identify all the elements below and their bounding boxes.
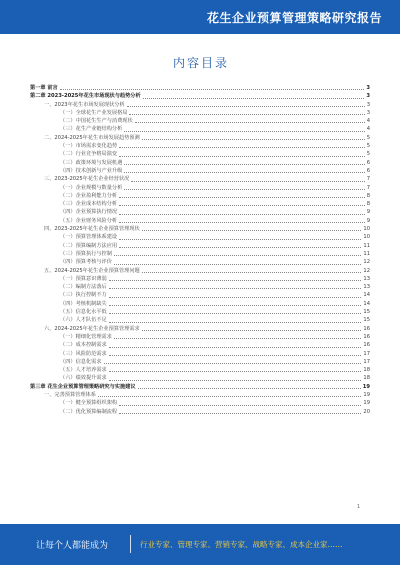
toc-leader-dots (109, 347, 362, 348)
toc-leader-dots (127, 106, 365, 107)
toc-entry[interactable] (30, 92, 370, 100)
toc-entry-text: 三、2023-2025年花生企业经营状况 (44, 176, 130, 183)
toc-entry-text: （一）全球花生产业发展格局 (60, 109, 128, 116)
footer-divider (130, 535, 131, 553)
toc-entry[interactable] (30, 250, 370, 258)
toc-page-number: 14 (363, 300, 370, 307)
toc-page-number: 19 (362, 383, 370, 390)
toc-entry[interactable] (30, 391, 370, 399)
toc-page-number: 5 (366, 151, 370, 158)
toc-leader-dots (119, 197, 365, 198)
toc-page-number: 4 (366, 118, 370, 125)
toc-page-number: 4 (366, 126, 370, 133)
toc-entry[interactable] (30, 117, 370, 125)
toc-entry-text: 六、2024-2025年花生企业预算管理需求 (44, 325, 140, 332)
toc-page-number: 9 (366, 209, 370, 216)
toc-entry-text: （一）预算意识薄弱 (60, 275, 107, 282)
toc-page-number: 15 (363, 309, 370, 316)
toc-entry[interactable] (30, 125, 370, 133)
toc-entry-text: （一）精细化管理需求 (60, 333, 112, 340)
toc-leader-dots (98, 396, 362, 397)
toc-page-number: 7 (366, 176, 370, 183)
toc-entry[interactable] (30, 192, 370, 200)
toc-entry[interactable] (30, 350, 370, 358)
toc-entry[interactable] (30, 184, 370, 192)
toc-page-number: 20 (363, 408, 370, 415)
toc-leader-dots (119, 205, 365, 206)
toc-entry[interactable] (30, 159, 370, 167)
footer-services: 行业专家、管理专家、营销专家、战略专家、成本企业家…… (140, 540, 343, 549)
toc-leader-dots (143, 98, 365, 99)
toc-leader-dots (109, 313, 362, 314)
toc-entry[interactable] (30, 325, 370, 333)
footer-slogan: 让每个人都能成为 (36, 541, 109, 551)
toc-page-number: 8 (366, 201, 370, 208)
footer-bar (0, 524, 400, 565)
toc-leader-dots (124, 172, 364, 173)
toc-entry[interactable] (30, 109, 370, 117)
toc-entry-text: （三）预算执行与控制 (60, 250, 112, 257)
toc-page-number: 19 (363, 400, 370, 407)
toc-page-number: 16 (363, 333, 370, 340)
toc-entry[interactable] (30, 283, 370, 291)
toc-leader-dots (129, 114, 364, 115)
toc-entry-text: 第二章 2023-2025年花生市场现状与趋势分析 (30, 93, 141, 100)
toc-leader-dots (109, 280, 362, 281)
toc-entry-text: （六）人才队伍不足 (60, 317, 107, 324)
toc-page-number: 7 (366, 184, 370, 191)
toc-entry[interactable] (30, 341, 370, 349)
toc-entry-text: 二、2024-2025年花生市场发展趋势预测 (44, 134, 140, 141)
toc-entry-text: （二）成本控制需求 (60, 342, 107, 349)
toc-entry[interactable] (30, 383, 370, 391)
toc-page-number: 17 (363, 358, 370, 365)
report-title: 花生企业预算管理策略研究报告 (206, 11, 382, 25)
toc-entry[interactable] (30, 258, 370, 266)
toc-leader-dots (124, 189, 364, 190)
toc-leader-dots (109, 297, 362, 298)
toc-leader-dots (119, 222, 365, 223)
toc-entry-text: （四）技术创新与产业升级 (60, 167, 123, 174)
toc-entry-text: （三）执行控制不力 (60, 292, 107, 299)
toc-leader-dots (124, 131, 364, 132)
toc-page-number: 5 (366, 143, 370, 150)
toc-page-number: 13 (363, 284, 370, 291)
toc-entry[interactable] (30, 233, 370, 241)
toc-page-number: 18 (363, 367, 370, 374)
toc-entry-text: （六）绩效提升需求 (60, 375, 107, 382)
toc-entry-text: （二）编制方法落后 (60, 284, 107, 291)
toc-leader-dots (142, 330, 362, 331)
toc-entry[interactable] (30, 150, 370, 158)
toc-entry[interactable] (30, 134, 370, 142)
toc-entry-text: 一、完善预算管理体系 (44, 391, 96, 398)
toc-leader-dots (124, 164, 364, 165)
toc-page-number: 15 (363, 317, 370, 324)
toc-page-number: 16 (363, 342, 370, 349)
toc-entry-text: （四）考核机制缺失 (60, 300, 107, 307)
toc-entry[interactable] (30, 200, 370, 208)
toc-entry[interactable] (30, 333, 370, 341)
toc-leader-dots (131, 181, 364, 182)
toc-entry-text: （二）企业盈利能力分析 (60, 192, 118, 199)
toc-page-number: 5 (366, 134, 370, 141)
toc-leader-dots (119, 214, 365, 215)
toc-leader-dots (119, 239, 361, 240)
toc-leader-dots (138, 388, 361, 389)
toc-entry-text: （五）企业财务风险分析 (60, 217, 118, 224)
toc-page-number: 11 (363, 242, 370, 249)
toc-entry-text: （一）市场需求变化趋势 (60, 143, 118, 150)
toc-entry-text: （五）信息化水平低 (60, 309, 107, 316)
toc-entry[interactable] (30, 399, 370, 407)
toc-entry[interactable] (30, 366, 370, 374)
toc-leader-dots (109, 288, 362, 289)
toc-leader-dots (119, 405, 361, 406)
toc-entry-text: （四）信息化需求 (60, 358, 102, 365)
toc-entry-text: （一）健全预算组织架构 (60, 400, 118, 407)
toc-entry[interactable] (30, 175, 370, 183)
toc-page-number: 16 (363, 325, 370, 332)
toc-leader-dots (109, 380, 362, 381)
toc-leader-dots (142, 139, 365, 140)
toc-leader-dots (114, 255, 362, 256)
toc-page-number: 3 (366, 109, 370, 116)
toc-entry-text: （四）企业预算执行情况 (60, 209, 118, 216)
toc-entry[interactable] (30, 267, 370, 275)
toc-leader-dots (135, 122, 365, 123)
toc-leader-dots (114, 338, 362, 339)
toc-entry-text: （三）花生产业链结构分析 (60, 126, 123, 133)
toc-entry-text: （三）企业成本结构分析 (60, 201, 118, 208)
toc-leader-dots (114, 264, 362, 265)
toc-entry-text: 一、2023年花生市场发展现状分析 (44, 101, 125, 108)
toc-entry-text: 第三章 花生企业预算管理策略研究与实施建议 (30, 383, 136, 390)
toc-leader-dots (109, 355, 362, 356)
toc-entry[interactable] (30, 142, 370, 150)
toc-leader-dots (119, 147, 365, 148)
toc-entry-text: （四）预算考核与评价 (60, 259, 112, 266)
toc-leader-dots (109, 322, 362, 323)
toc-page-number: 3 (366, 85, 370, 91)
toc-leader-dots (142, 230, 362, 231)
toc-leader-dots (109, 371, 362, 372)
document-page (20, 34, 382, 512)
toc-entry-text: 四、2023-2025年花生企业预算管理现状 (44, 226, 140, 233)
toc-entry-text: （一）预算管理体系建设 (60, 234, 118, 241)
toc-entry-text: （一）企业规模与数量分析 (60, 184, 123, 191)
toc-entry[interactable] (30, 242, 370, 250)
toc-entry[interactable] (30, 84, 370, 92)
toc-entry-text: 第一章 前言 (30, 85, 58, 91)
toc-entry-text: （二）行业竞争格局演变 (60, 151, 118, 158)
toc-entry-text: 五、2024-2025年花生企业预算管理问题 (44, 267, 140, 274)
toc-page-number: 3 (366, 101, 370, 108)
toc-entry-text: （三）风险防范需求 (60, 350, 107, 357)
toc-entry[interactable] (30, 167, 370, 175)
toc-entry[interactable] (30, 208, 370, 216)
toc-page-number: 12 (363, 259, 370, 266)
toc-leader-dots (119, 413, 361, 414)
toc-entry[interactable] (30, 300, 370, 308)
toc-entry-text: （五）人才培养需求 (60, 367, 107, 374)
toc-entry[interactable] (30, 358, 370, 366)
toc-entry[interactable] (30, 374, 370, 382)
toc-page-number: 10 (363, 234, 370, 241)
toc-page-number: 17 (363, 350, 370, 357)
toc-entry[interactable] (30, 275, 370, 283)
toc-page-number: 13 (363, 275, 370, 282)
toc-page-number: 8 (366, 192, 370, 199)
toc-leader-dots (109, 305, 362, 306)
toc-entry[interactable] (30, 291, 370, 299)
toc-leader-dots (60, 89, 365, 90)
toc-leader-dots (104, 363, 362, 364)
toc-entry[interactable] (30, 217, 370, 225)
toc-entry[interactable] (30, 316, 370, 324)
toc-entry-text: （二）优化预算编制流程 (60, 408, 118, 415)
toc-entry[interactable] (30, 101, 370, 109)
toc-entry-text: （二）中国花生生产与消费现状 (60, 118, 133, 125)
toc-page-number: 10 (363, 226, 370, 233)
toc-page-number: 9 (366, 217, 370, 224)
header-bar (0, 0, 400, 34)
toc-entry-text: （二）预算编制方法应用 (60, 242, 118, 249)
toc-page-number: 11 (363, 250, 370, 257)
toc-entry[interactable] (30, 408, 370, 416)
toc-page-number: 14 (363, 292, 370, 299)
toc-page-number: 6 (366, 159, 370, 166)
toc-list (30, 84, 370, 416)
toc-page-number: 3 (366, 93, 370, 100)
page-number: 1 (356, 504, 360, 510)
toc-entry[interactable] (30, 225, 370, 233)
toc-page-number: 12 (363, 267, 370, 274)
toc-page-number: 19 (363, 391, 370, 398)
toc-entry[interactable] (30, 308, 370, 316)
toc-page-number: 6 (366, 167, 370, 174)
toc-leader-dots (119, 247, 361, 248)
toc-leader-dots (119, 156, 365, 157)
toc-leader-dots (142, 272, 362, 273)
toc-entry-text: （三）政策环境与发展机遇 (60, 159, 123, 166)
toc-title: 内容目录 (172, 56, 229, 70)
toc-page-number: 18 (363, 375, 370, 382)
